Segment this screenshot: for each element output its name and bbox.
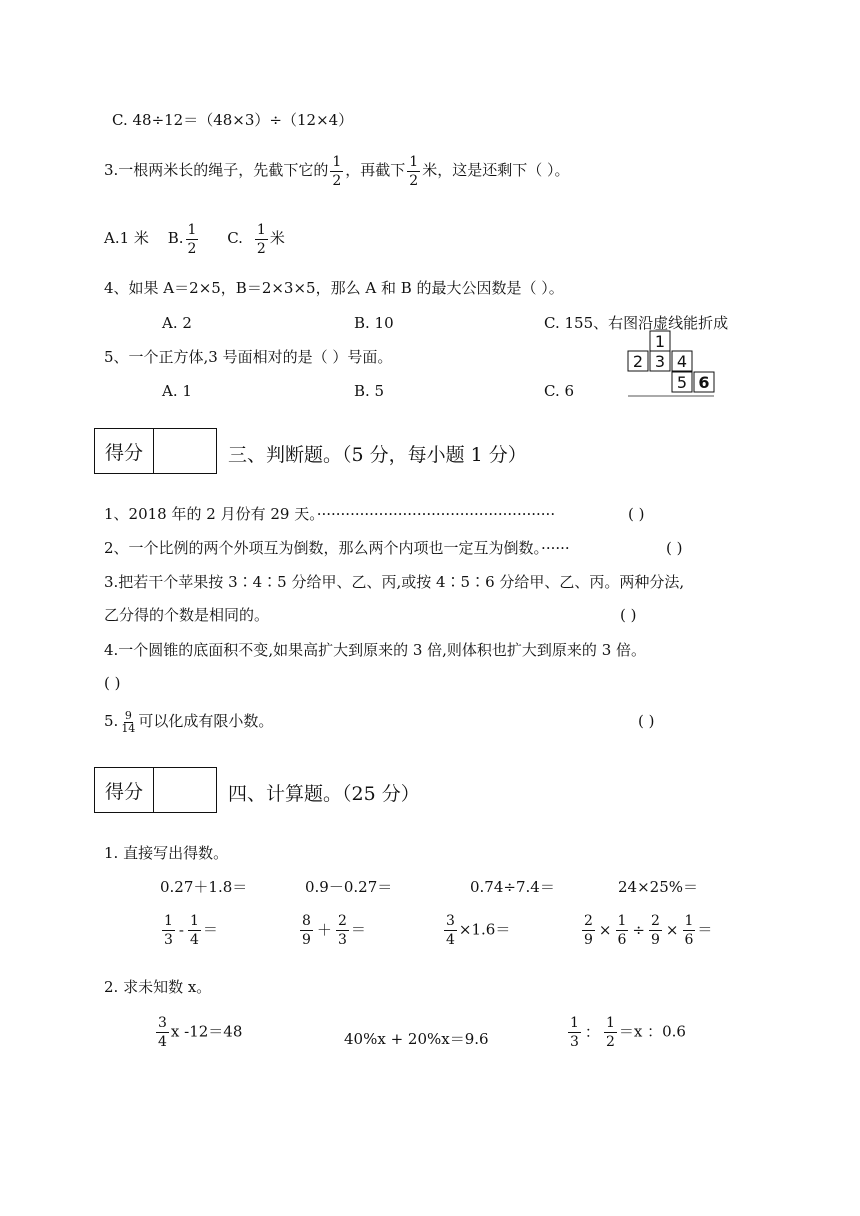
- q3-fraction-2: $\frac{1}{2}$: [409, 153, 419, 189]
- judge-item-2-paren[interactable]: ( ): [666, 539, 683, 557]
- section4-title: 四、计算题。（25 分）: [228, 783, 420, 805]
- judge-item-3-paren[interactable]: ( ): [620, 606, 637, 624]
- q3-fraction-1: $\frac{1}{2}$: [332, 153, 342, 189]
- judge-item-5-fraction: $\frac{9}{14}$: [121, 709, 136, 735]
- section3-score-box: [94, 428, 217, 474]
- q4-option-a: A. 2: [162, 314, 192, 332]
- calc-part2-title: 2. 求未知数 x。: [104, 978, 212, 996]
- q3-option-b-fraction: $\frac{1}{2}$: [187, 221, 197, 257]
- judge-item-1-paren[interactable]: ( ): [628, 505, 645, 523]
- judge-item-5-paren[interactable]: ( ): [638, 712, 655, 730]
- section4-score-box: [94, 767, 217, 813]
- q4-question: 4、如果 A＝2×5，B＝2×3×5，那么 A 和 B 的最大公因数是（ ）。: [104, 279, 564, 297]
- q4-option-b: B. 10: [354, 314, 394, 332]
- q3-text-mid: ，再截下: [345, 161, 406, 179]
- calc-part1-title: 1. 直接写出得数。: [104, 844, 229, 862]
- q3-text-post: 米，这是还剩下（ ）。: [422, 161, 570, 179]
- judge-item-4-text: 4.一个圆锥的底面积不变,如果高扩大到原来的 3 倍,则体积也扩大到原来的 3 倍。: [104, 641, 647, 659]
- q5-option-c: C. 6: [544, 382, 575, 400]
- judge-item-5-num: 5.: [104, 712, 119, 730]
- calc-row1-item2: 0.9－0.27＝: [305, 878, 393, 896]
- cube-net-figure: [626, 330, 716, 398]
- q4-option-c: C. 155、右图沿虚线能折成: [544, 314, 729, 332]
- equation-2: 40%x + 20%x＝9.6: [344, 1030, 489, 1048]
- q3-text-pre: 3.一根两米长的绳子，先截下它的: [104, 161, 329, 179]
- judge-item-5: [104, 706, 273, 736]
- q3-option-c: C.: [227, 229, 243, 247]
- q5-option-a: A. 1: [162, 382, 192, 400]
- calc-row2-item2: $\frac{8}{9}$ ＋ $\frac{2}{3}$ ＝: [302, 913, 366, 948]
- q3-option-a: A.1 米: [104, 229, 149, 247]
- calc-row2-item1: $\frac{1}{3}$ - $\frac{1}{4}$ ＝: [164, 913, 218, 948]
- q3-options: [104, 218, 285, 258]
- net-face-1: 1: [654, 331, 666, 351]
- section3-score-blank[interactable]: [154, 429, 216, 473]
- q2-option-c: C. 48÷12＝（48×3）÷（12×4）: [112, 111, 354, 129]
- net-face-2: 2: [632, 351, 644, 371]
- calc-row1-item4: 24×25%＝: [618, 878, 698, 896]
- calc-row2-item4: $\frac{2}{9}$ × $\frac{1}{6}$ ÷ $\frac{2}{9}$ × $\frac{1}{6}$ ＝: [584, 913, 713, 948]
- section3-score-label: 得分: [95, 429, 154, 473]
- section4-score-blank[interactable]: [154, 768, 216, 812]
- net-face-4: 4: [676, 351, 688, 371]
- judge-item-3-text-cont: 乙分得的个数是相同的。: [104, 606, 270, 624]
- judge-item-4-paren[interactable]: ( ): [104, 674, 121, 692]
- q5-question: 5、一个正方体,3 号面相对的是（ ）号面。: [104, 348, 393, 366]
- judge-item-3-text: 3.把若干个苹果按 3∶4∶5 分给甲、乙、丙,或按 4∶5∶6 分给甲、乙、丙。两种分法,: [104, 573, 685, 591]
- judge-item-2-text: 2、一个比例的两个外项互为倒数，那么两个内项也一定互为倒数。······: [104, 539, 570, 557]
- net-face-5: 5: [676, 372, 688, 392]
- calc-row1-item3: 0.74÷7.4＝: [470, 878, 555, 896]
- q3-option-b: B.: [167, 229, 184, 247]
- calc-row1-item1: 0.27＋1.8＝: [160, 878, 248, 896]
- section4-score-label: 得分: [95, 768, 154, 812]
- q3-option-c-unit: 米: [269, 229, 285, 247]
- judge-item-5-text: 可以化成有限小数。: [138, 712, 274, 730]
- equation-3: $\frac{1}{3}$ ： $\frac{1}{2}$ ＝x ：0.6: [570, 1015, 686, 1050]
- calc-row2-item3: $\frac{3}{4}$ ×1.6＝: [446, 913, 511, 948]
- equation-1: $\frac{3}{4}$ x -12＝48: [158, 1015, 243, 1050]
- net-face-3: 3: [654, 351, 666, 371]
- q3-question: [104, 150, 569, 190]
- net-face-6: 6: [698, 372, 710, 392]
- q5-option-b: B. 5: [354, 382, 385, 400]
- section3-title: 三、判断题。（5 分，每小题 1 分）: [228, 444, 527, 466]
- judge-item-1-text: 1、2018 年的 2 月份有 29 天。··················································: [104, 505, 556, 523]
- q3-option-c-fraction: $\frac{1}{2}$: [256, 221, 266, 257]
